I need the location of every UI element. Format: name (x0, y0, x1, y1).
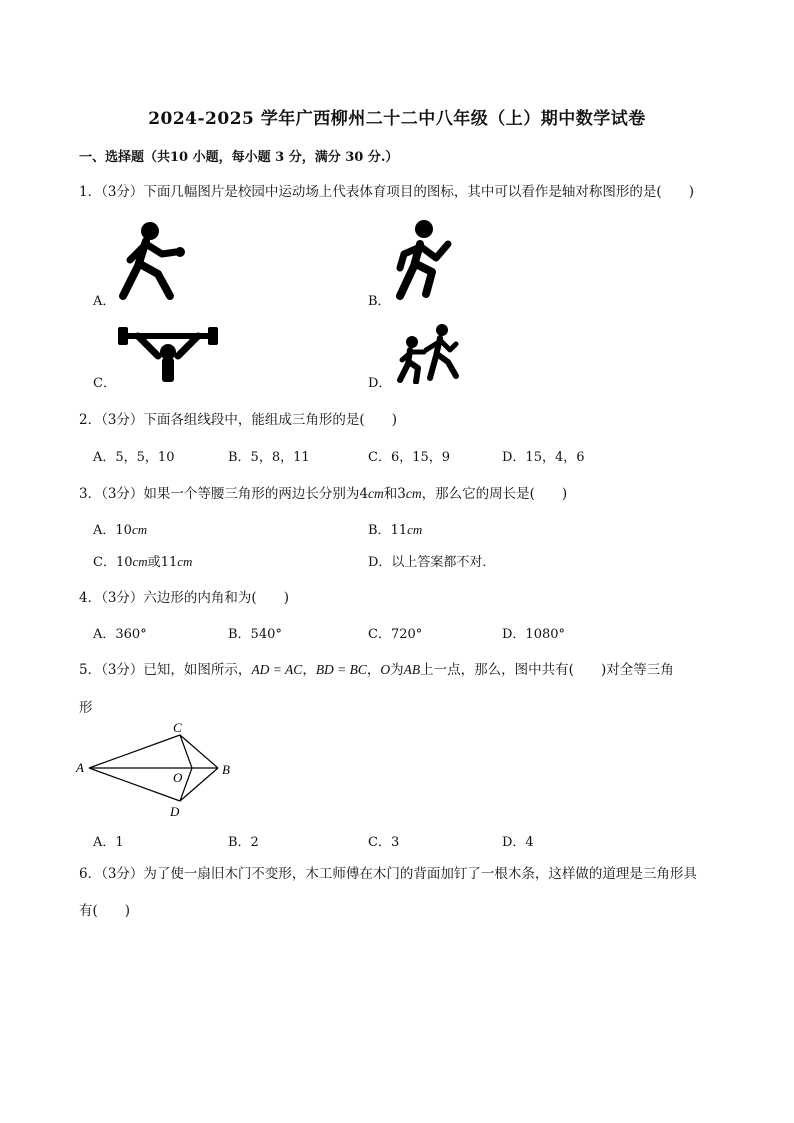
question-3-stem (79, 482, 567, 502)
q3-unit-1: cm (368, 486, 384, 501)
q1-option-b-label: B． (368, 294, 391, 309)
q3-stem-part2: ，那么它的周长是( ) (421, 486, 568, 502)
q3-option-c: C．10cm或11cm (93, 554, 193, 570)
q5-option-c: C．3 (368, 835, 400, 850)
q1-option-d-label: D． (368, 376, 392, 391)
page-title: 2024-2025 学年广西柳州二十二中八年级（上）期中数学试卷 (148, 109, 646, 129)
q5-equation-1: AD = AC (251, 662, 303, 677)
vertex-label-a: A (76, 760, 84, 775)
question-4-stem: 4．（3分）六边形的内角和为( ) (79, 590, 289, 606)
q5-equation-2: BD = BC (315, 662, 367, 677)
vertex-label-d: D (170, 804, 180, 819)
section-heading: 一、选择题（共10 小题，每小题 3 分，满分 30 分.） (79, 150, 399, 165)
q3-stem-part1: 3．（3分）如果一个等腰三角形的两边长分别为 (79, 486, 360, 502)
q1-option-c-label: C． (93, 376, 116, 391)
question-2-stem: 2．（3分）下面各组线段中，能组成三角形的是( ) (79, 412, 397, 428)
question-5-stem-cont: 形 (79, 700, 93, 716)
question-1-stem: 1．（3分）下面几幅图片是校园中运动场上代表体育项目的图标，其中可以看作是轴对称图形的是( ) (79, 184, 694, 200)
q2-option-b: B．5，8，11 (228, 450, 310, 465)
q3-and: 和 (383, 486, 398, 502)
runner-icon (392, 218, 456, 302)
q2-option-c: C．6，15，9 (368, 450, 451, 465)
q3-value-2: 3 (397, 486, 406, 502)
question-6-stem-cont: 有( ) (79, 903, 131, 919)
vertex-label-b: B (222, 762, 230, 777)
point-label-o: O (173, 770, 183, 785)
q4-option-b: B．540° (228, 627, 282, 642)
vertex-label-c: C (173, 720, 182, 735)
triangle-figure (72, 718, 242, 824)
q3-option-b: B．11cm (368, 522, 423, 538)
q4-option-c: C．720° (368, 627, 423, 642)
question-5-stem: 5．（3分）已知，如图所示，AD = AC，BD = BC，O为AB上一点，那么，图中共有( )对全等三角 (79, 662, 674, 678)
q3-option-d: D．以上答案都不对． (368, 555, 496, 570)
q4-option-a: A．360° (93, 627, 147, 642)
weightlifting-icon (118, 322, 218, 384)
q2-option-d: D．15，4，6 (502, 450, 585, 465)
boxing-icon (118, 216, 190, 302)
q5-option-b: B．2 (228, 835, 259, 850)
q1-option-a-label: A． (93, 294, 116, 309)
q3-unit-2: cm (405, 486, 422, 501)
q3-value-1: 4 (359, 486, 369, 502)
question-6-stem: 6．（3分）为了使一扇旧木门不变形，木工师傅在木门的背面加钉了一根木条，这样做的道理是三角形具 (79, 866, 697, 882)
q4-option-d: D．1080° (502, 627, 566, 642)
q3-option-a: A．10cm (93, 522, 148, 538)
q2-option-a: A．5，5，10 (93, 450, 175, 465)
relay-race-icon (394, 322, 466, 384)
q5-option-d: D．4 (502, 835, 534, 850)
q5-option-a: A．1 (93, 835, 124, 850)
